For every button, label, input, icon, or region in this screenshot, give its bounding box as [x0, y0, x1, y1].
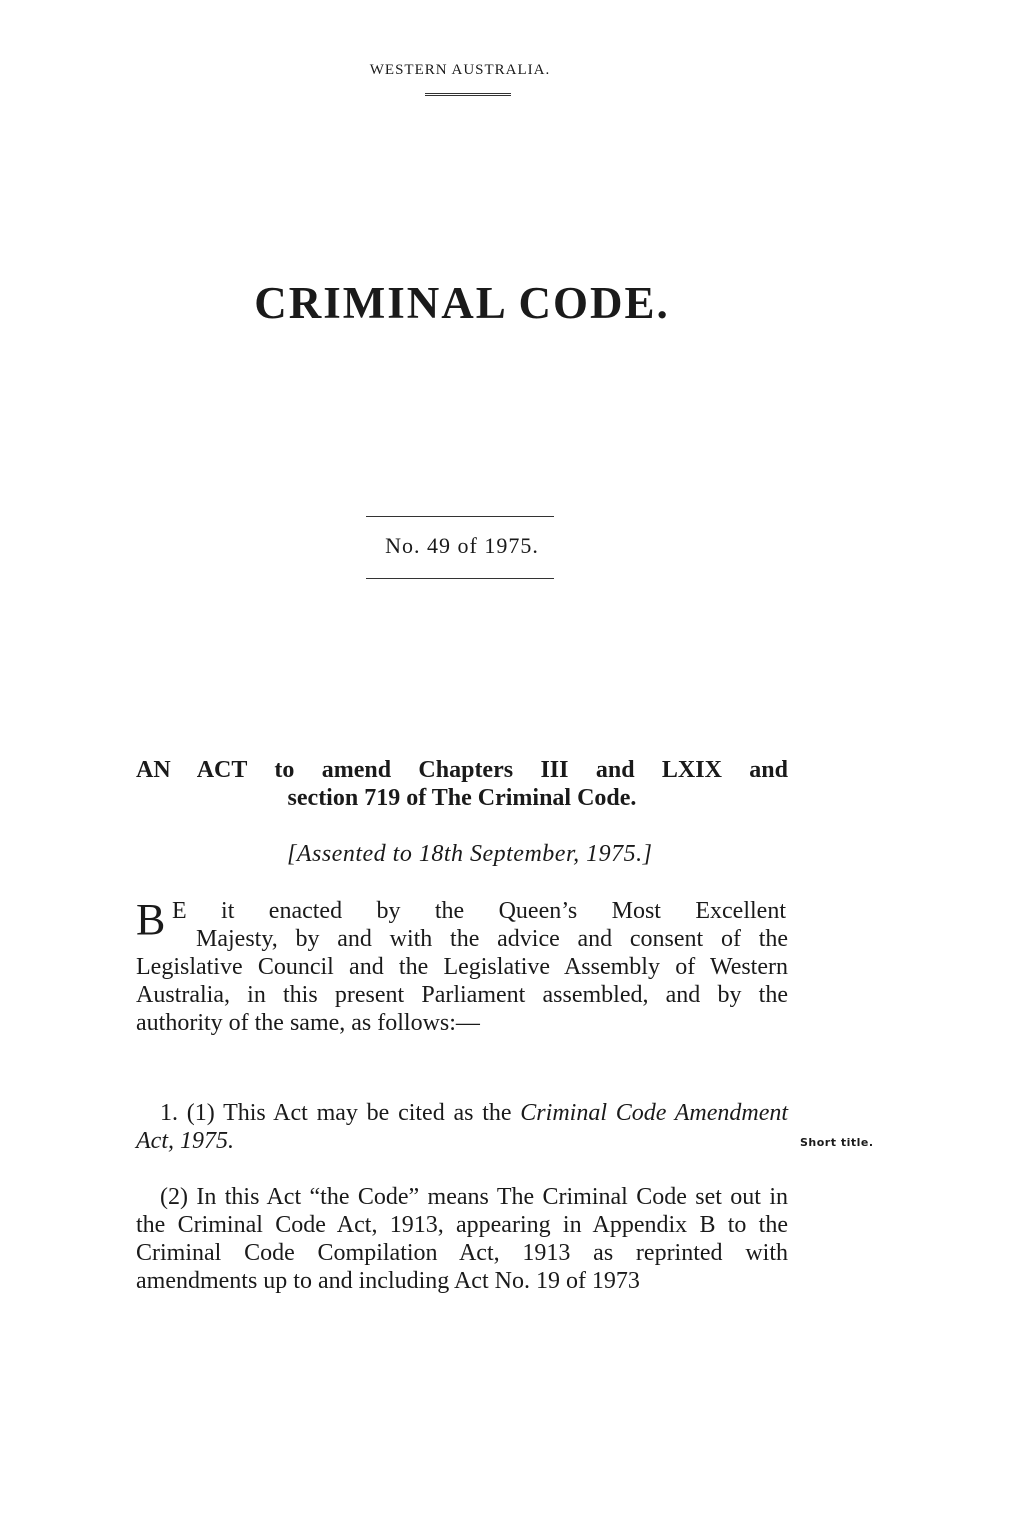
act-number-rule-top [366, 516, 554, 517]
enacting-drop-cap: B [136, 895, 166, 944]
enacting-clause [136, 925, 788, 1037]
enacting-rest-text: of the Legislative Council and the Legislative Assembly of Western Australia, in this present Parliament assembled, and by the authority of the same, as follows:— [136, 926, 789, 1036]
act-number-rule-bottom [366, 578, 554, 579]
enacting-second-line: Majesty, by and with the advice and consent [196, 926, 704, 952]
section-1-citation: Criminal Code Amendment Act, 1975. [136, 1100, 789, 1154]
act-number: No. 49 of 1975. [385, 533, 539, 558]
assent-date: [Assented to 18th September, 1975.] [287, 841, 653, 867]
jurisdiction-heading: WESTERN AUSTRALIA. [369, 62, 551, 78]
act-title: CRIMINAL CODE. [254, 278, 670, 328]
margin-note-short-title: Short title. [800, 1136, 874, 1149]
subsection-2-text: In this Act “the Code” means The Criminal Code set out in the Criminal Code Act, 1913, appearing in Appendix B to the Criminal Code Compilation Act, 1913 as reprinted with amendments up to and including Act No. 19 of 1973 [136, 1184, 789, 1294]
heading-rule [425, 93, 511, 94]
section-1-number: 1. [160, 1100, 178, 1126]
section-1-subsection: (1) [186, 1100, 215, 1126]
subsection-2-label: (2) [160, 1184, 188, 1210]
long-title-line-1: AN ACT to amend Chapters III and LXIX and [136, 757, 788, 783]
enacting-first-line: E it enacted by the Queen’s Most Excellent [172, 898, 786, 924]
long-title-line-2: section 719 of The Criminal Code. [287, 785, 637, 811]
section-1-subsection-2 [136, 1183, 788, 1295]
section-1 [136, 1099, 788, 1155]
section-1-text: This Act may be cited as the [223, 1100, 512, 1126]
